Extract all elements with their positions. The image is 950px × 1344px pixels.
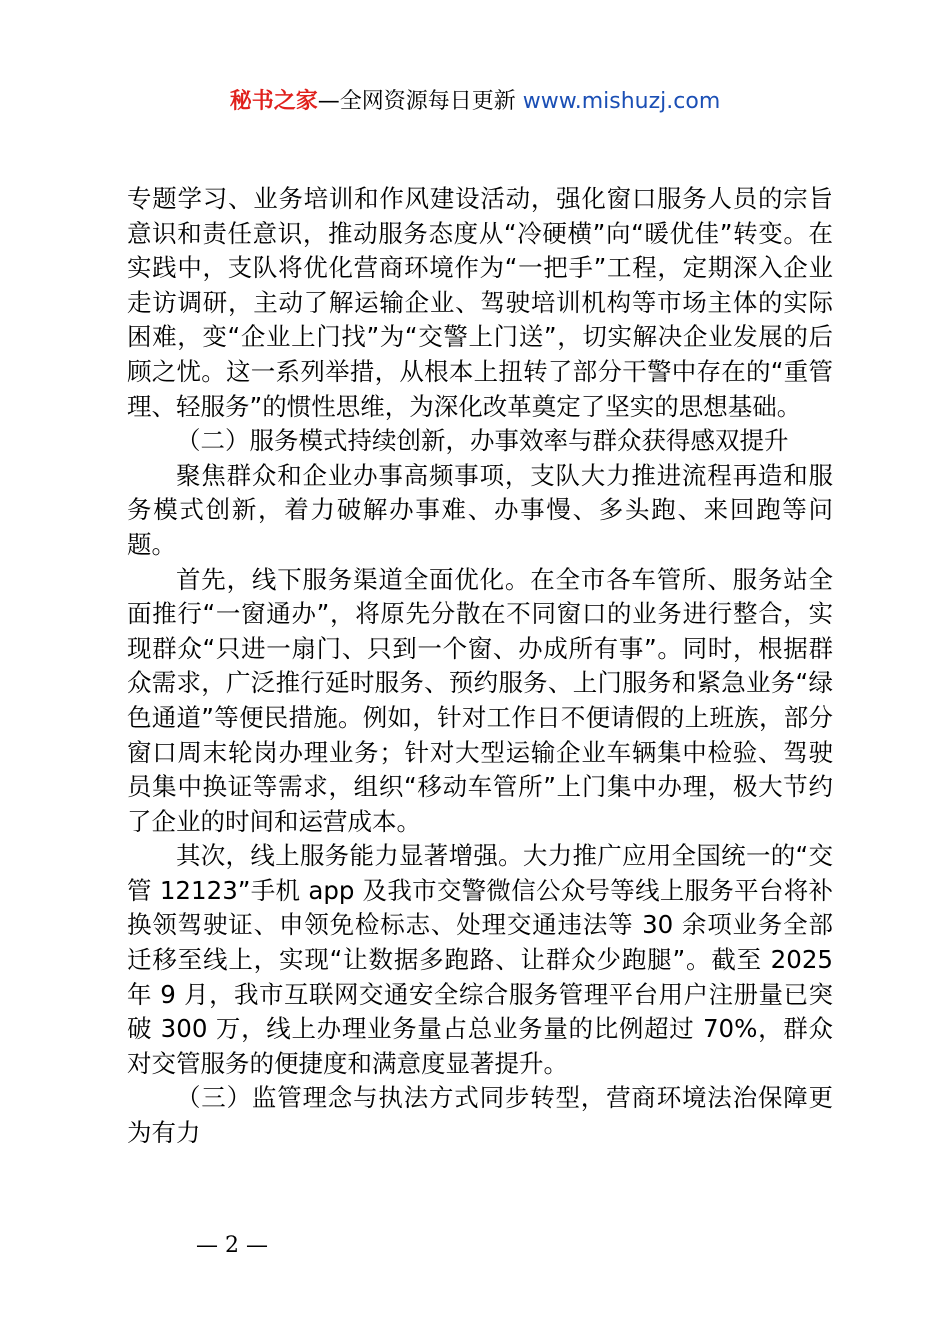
paragraph-continued: 专题学习、业务培训和作风建设活动，强化窗口服务人员的宗旨意识和责任意识，推动服务态度从“冷硬横”向“暖优佳”转变。在实践中，支队将优化营商环境作为“一把手”工程，定期深入企业走访调研，主动了解运输企业、驾驶培训机构等市场主体的实际困难，变“企业上门找”为“交警上门送”，切实解决企业发展的后顾之忧。这一系列举措，从根本上扭转了部分干警中存在的“重管理、轻服务”的惯性思维，为深化改革奠定了坚实的思想基础。 bbox=[127, 184, 833, 421]
paragraph: 首先，线下服务渠道全面优化。在全市各车管所、服务站全面推行“一窗通办”，将原先分散在不同窗口的业务进行整合，实现群众“只进一扇门、只到一个窗、办成所有事”。同时，根据群众需求，广泛推行延时服务、预约服务、上门服务和紧急业务“绿色通道”等便民措施。例如，针对工作日不便请假的上班族，部分窗口周末轮岗办理业务；针对大型运输企业车辆集中检验、驾驶员集中换证等需求，组织“移动车管所”上门集中办理，极大节约了企业的时间和运营成本。 bbox=[127, 564, 833, 836]
document-body bbox=[127, 182, 833, 1151]
header-url-link[interactable]: www.mishuzj.com bbox=[522, 89, 721, 114]
section-heading-2: （二）服务模式持续创新，办事效率与群众获得感双提升 bbox=[176, 426, 789, 456]
header-tagline: —全网资源每日更新 bbox=[317, 89, 523, 114]
page-header bbox=[0, 84, 950, 120]
page-number: — 2 — bbox=[196, 1233, 268, 1258]
header-brand: 秘书之家 bbox=[229, 89, 318, 114]
section-heading-3: （三）监管理念与执法方式同步转型，营商环境法治保障更为有力 bbox=[127, 1083, 833, 1148]
paragraph: 其次，线上服务能力显著增强。大力推广应用全国统一的“交管 12123”手机 app 及我市交警微信公众号等线上服务平台将补换领驾驶证、申领免检标志、处理交通违法等 30 余项业务全部迁移至线上，实现“让数据多跑路、让群众少跑腿”。截至 2025 年 9 月，我市互联网交通安全综合服务管理平台用户注册量已突破 300 万，线上办理业务量占总业务量的比例超过 70%，群众对交管服务的便捷度和满意度显著提升。 bbox=[127, 841, 833, 1078]
paragraph: 聚焦群众和企业办事高频事项，支队大力推进流程再造和服务模式创新，着力破解办事难、办事慢、多头跑、来回跑等问题。 bbox=[127, 460, 833, 559]
